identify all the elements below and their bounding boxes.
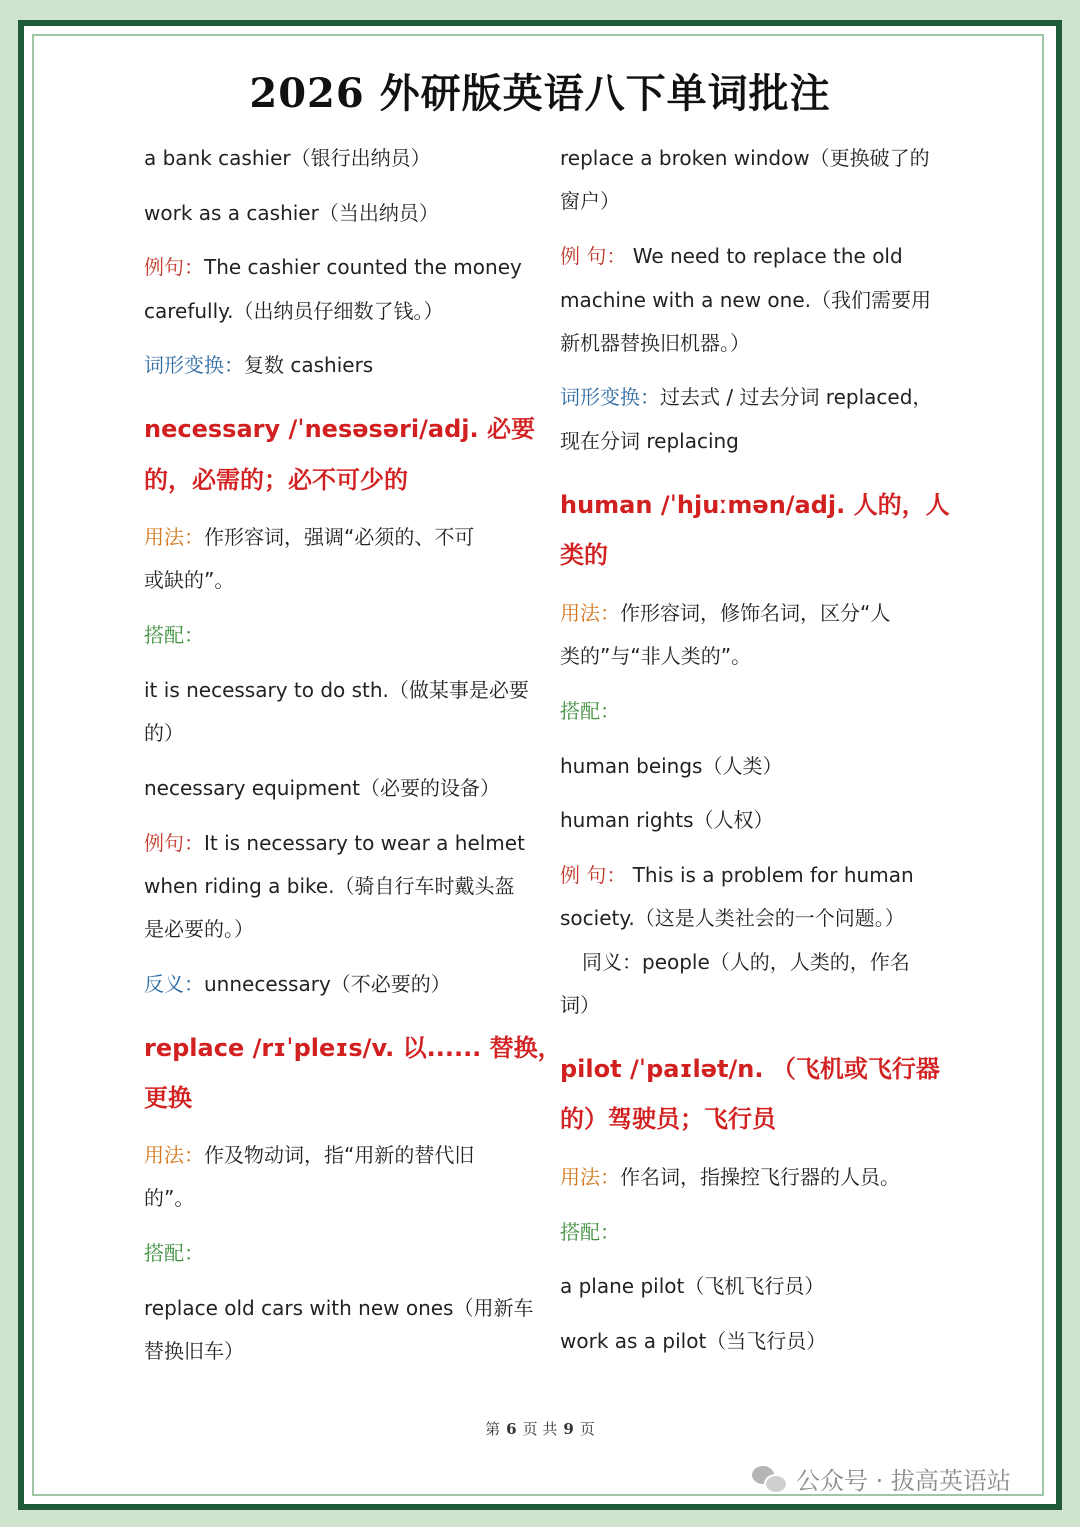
entry-line: a plane pilot（飞机飞行员）: [560, 1274, 825, 1298]
usage-text: 作形容词，强调“必须的、不可: [204, 525, 475, 549]
entry-line: human beings（人类）: [560, 754, 783, 778]
example-label: 例 句：: [560, 244, 627, 268]
example-text: The cashier counted the money: [204, 255, 522, 279]
example-text: We need to replace the old: [632, 244, 903, 268]
page-number: [0, 1418, 1080, 1439]
entry-line: when riding a bike.（骑自行车时戴头盔: [144, 874, 515, 898]
entry-line: work as a pilot（当飞行员）: [560, 1329, 827, 1353]
headword-replace: replace /rɪˈpleɪs/v. 以...... 替换，: [144, 1034, 562, 1062]
entry-line: necessary equipment（必要的设备）: [144, 776, 501, 800]
form-label: 词形变换：: [144, 353, 244, 377]
page-current: 6: [506, 1420, 517, 1438]
entry-line: 或缺的”。: [144, 568, 235, 592]
page-middle: 页 共: [522, 1420, 558, 1438]
example-line: [560, 861, 914, 889]
entry-line: replace a broken window（更换破了的: [560, 146, 930, 170]
example-text: This is a problem for human: [632, 863, 914, 887]
usage-label: 用法：: [560, 601, 620, 625]
example-label: 例句：: [144, 831, 204, 855]
watermark-text: 公众号 · 拔高英语站: [796, 1466, 1011, 1495]
antonym-text: unnecessary（不必要的）: [204, 972, 451, 996]
antonym-label: 反义：: [144, 972, 204, 996]
example-line: [144, 253, 522, 281]
example-label: 例句：: [144, 255, 204, 279]
entry-line: carefully.（出纳员仔细数了钱。）: [144, 299, 444, 323]
page-prefix: 第: [485, 1420, 501, 1438]
headword-line: 的）驾驶员；飞行员: [560, 1105, 776, 1133]
usage-text: 作及物动词，指“用新的替代旧: [204, 1143, 475, 1167]
entry-line: 的）: [144, 721, 184, 745]
page-title: 2026 外研版英语八下单词批注: [249, 70, 831, 117]
form-line: [560, 383, 932, 411]
collocation-label: 搭配：: [560, 1220, 620, 1244]
entry-line: it is necessary to do sth.（做某事是必要: [144, 678, 529, 702]
headword-line: 的，必需的；必不可少的: [144, 466, 408, 494]
entry-line: 是必要的。）: [144, 917, 254, 941]
entry-line: 窗户）: [560, 189, 620, 213]
form-text: 复数 cashiers: [244, 353, 374, 377]
collocation-label: 搭配：: [144, 623, 204, 647]
page-suffix: 页: [579, 1420, 595, 1438]
entry-line: society.（这是人类社会的一个问题。）: [560, 906, 905, 930]
usage-label: 用法：: [560, 1165, 620, 1189]
entry-line: 类的”与“非人类的”。: [560, 644, 752, 668]
headword-line: 更换: [144, 1084, 192, 1112]
synonym-line: 同义：people（人的，人类的，作名: [582, 950, 910, 974]
wechat-icon: [752, 1464, 786, 1492]
antonym-line: [144, 970, 451, 998]
entry-line: replace old cars with new ones（用新车: [144, 1296, 534, 1320]
usage-label: 用法：: [144, 1143, 204, 1167]
page-total: 9: [563, 1420, 574, 1438]
headword-necessary: necessary /ˈnesəsəri/adj. 必要: [144, 415, 535, 443]
entry-line: human rights（人权）: [560, 808, 774, 832]
example-line: [560, 242, 903, 270]
usage-label: 用法：: [144, 525, 204, 549]
usage-line: [144, 1141, 474, 1169]
entry-line: 现在分词 replacing: [560, 429, 739, 453]
headword-human: human /ˈhjuːmən/adj. 人的，人: [560, 491, 950, 519]
example-text: It is necessary to wear a helmet: [204, 831, 525, 855]
entry-line: work as a cashier（当出纳员）: [144, 201, 439, 225]
collocation-label: 搭配：: [144, 1241, 204, 1265]
collocation-label: 搭配：: [560, 699, 620, 723]
usage-text: 作形容词，修饰名词，区分“人: [620, 601, 891, 625]
usage-line: [560, 599, 890, 627]
usage-text: 作名词，指操控飞行器的人员。: [620, 1165, 900, 1189]
form-text: 过去式 / 过去分词 replaced，: [660, 385, 933, 409]
entry-line: a bank cashier（银行出纳员）: [144, 146, 431, 170]
usage-line: [560, 1163, 900, 1191]
watermark: [752, 1460, 1011, 1496]
entry-line: 新机器替换旧机器。）: [560, 331, 750, 355]
form-label: 词形变换：: [560, 385, 660, 409]
usage-line: [144, 523, 474, 551]
headword-line: 类的: [560, 541, 608, 569]
entry-line: 词）: [560, 993, 600, 1017]
entry-line: machine with a new one.（我们需要用: [560, 288, 931, 312]
form-line: [144, 351, 373, 379]
example-label: 例 句：: [560, 863, 627, 887]
example-line: [144, 829, 525, 857]
entry-line: 的”。: [144, 1186, 195, 1210]
entry-line: 替换旧车）: [144, 1339, 244, 1363]
headword-pilot: pilot /ˈpaɪlət/n. （飞机或飞行器: [560, 1055, 940, 1083]
